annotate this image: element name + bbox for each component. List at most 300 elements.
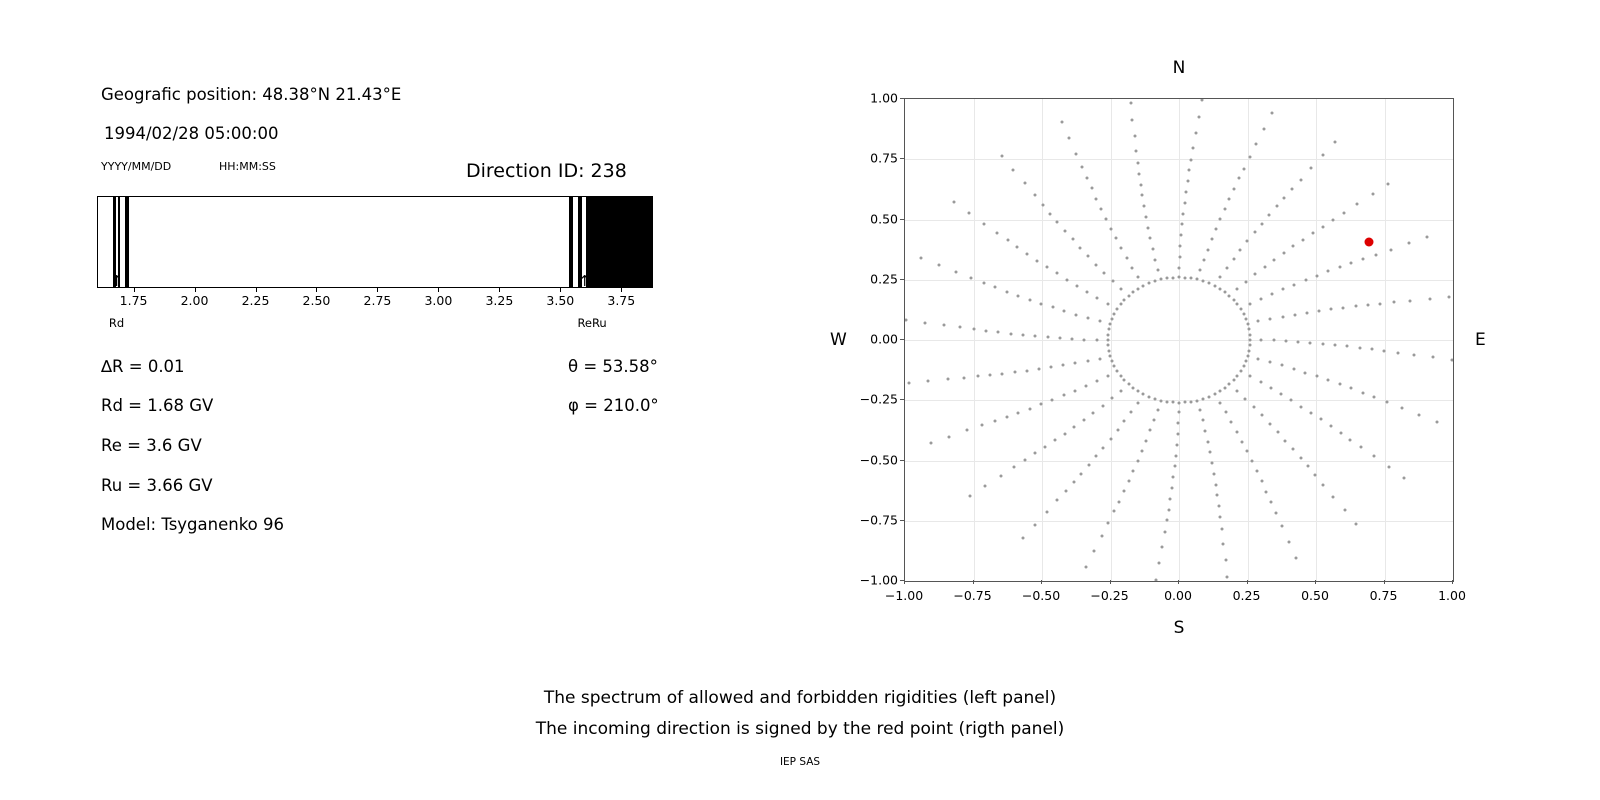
stat-model: Model: Tsyganenko 96	[101, 515, 285, 534]
direction-dot	[1118, 500, 1121, 503]
direction-dot	[1428, 298, 1431, 301]
direction-dot	[1390, 248, 1393, 251]
direction-dot	[1181, 223, 1184, 226]
direction-dot	[1178, 255, 1181, 258]
direction-dot	[965, 429, 968, 432]
direction-dot	[1232, 258, 1235, 261]
direction-dot	[1136, 460, 1139, 463]
stat-re: Re = 3.6 GV	[101, 436, 202, 455]
direction-dot	[970, 276, 973, 279]
direction-dot	[1280, 364, 1283, 367]
direction-dot	[1023, 182, 1026, 185]
direction-dot	[1192, 146, 1195, 149]
direction-dot	[1033, 193, 1036, 196]
direction-dot	[1131, 118, 1134, 121]
direction-dot	[1106, 302, 1109, 305]
direction-dot	[1309, 341, 1312, 344]
direction-dot	[1219, 516, 1222, 519]
direction-dot	[1095, 455, 1098, 458]
direction-dot	[994, 419, 997, 422]
direction-dot	[1165, 519, 1168, 522]
direction-dot	[1206, 440, 1209, 443]
direction-dot	[1236, 390, 1239, 393]
direction-dot	[1251, 460, 1254, 463]
direction-dot	[1248, 333, 1251, 336]
direction-dot	[1244, 360, 1247, 363]
direction-dot	[1307, 465, 1310, 468]
direction-dot	[1167, 508, 1170, 511]
direction-dot	[962, 376, 965, 379]
direction-dot	[1202, 397, 1205, 400]
direction-dot	[1372, 396, 1375, 399]
direction-dot	[1197, 115, 1200, 118]
direction-dot	[1051, 306, 1054, 309]
direction-dot	[1116, 370, 1119, 373]
direction-dot	[1107, 328, 1110, 331]
direction-dot	[1242, 167, 1245, 170]
direction-dot	[1304, 279, 1307, 282]
direction-dot	[1274, 511, 1277, 514]
forbidden-band	[569, 197, 573, 287]
compass-east-label: E	[1475, 330, 1486, 350]
direction-dot	[1139, 183, 1142, 186]
direction-dot	[1252, 406, 1255, 409]
direction-dot	[1092, 411, 1095, 414]
x-tick-label: −0.25	[1090, 588, 1129, 603]
direction-dot	[1171, 276, 1174, 279]
direction-dot	[1107, 521, 1110, 524]
direction-dot	[937, 264, 940, 267]
x-tick	[438, 288, 439, 292]
direction-dot	[1239, 307, 1242, 310]
x-tick-label: 1.00	[1438, 588, 1466, 603]
direction-dot	[1342, 306, 1345, 309]
direction-dot	[1214, 483, 1217, 486]
direction-dot	[1230, 420, 1233, 423]
direction-dot	[1218, 287, 1221, 290]
x-tick-label: 0.00	[1164, 588, 1192, 603]
x-tick-label: −0.75	[953, 588, 992, 603]
direction-dot	[1130, 410, 1133, 413]
direction-dot	[1017, 294, 1020, 297]
direction-dot	[1021, 334, 1024, 337]
direction-dot	[930, 441, 933, 444]
right-panel	[820, 40, 1520, 660]
direction-dot	[1284, 340, 1287, 343]
datetime-label: 1994/02/28 05:00:00	[104, 124, 279, 143]
direction-dot	[1396, 351, 1399, 354]
direction-dot	[1144, 215, 1147, 218]
direction-dot	[1120, 247, 1123, 250]
direction-dot	[1222, 542, 1225, 545]
gridline-horizontal	[905, 280, 1453, 281]
direction-id-label: Direction ID: 238	[466, 160, 627, 182]
direction-dot	[1132, 387, 1135, 390]
direction-dot	[981, 424, 984, 427]
direction-dot	[1217, 505, 1220, 508]
x-tick-label: 3.00	[424, 293, 453, 308]
direction-dot	[1016, 246, 1019, 249]
direction-dot	[1371, 193, 1374, 196]
direction-dot	[1393, 301, 1396, 304]
direction-dot	[1087, 464, 1090, 467]
direction-dot	[1045, 266, 1048, 269]
direction-dot	[1236, 374, 1239, 377]
direction-dot	[1210, 238, 1213, 241]
gridline-horizontal	[905, 159, 1453, 160]
direction-dot	[1119, 390, 1122, 393]
direction-dot	[1095, 380, 1098, 383]
gridline-horizontal	[905, 521, 1453, 522]
direction-dot	[1282, 252, 1285, 255]
direction-dot	[1263, 266, 1266, 269]
direction-dot	[1262, 127, 1265, 130]
direction-dot	[1385, 401, 1388, 404]
y-tick-mark	[900, 399, 904, 400]
marker-label-ru: Ru	[591, 316, 607, 330]
direction-dot	[1086, 360, 1089, 363]
direction-dot	[946, 378, 949, 381]
direction-dot	[1005, 415, 1008, 418]
direction-dot	[1294, 557, 1297, 560]
direction-dot	[1203, 258, 1206, 261]
direction-dot	[1202, 280, 1205, 283]
direction-dot	[1383, 349, 1386, 352]
direction-dot	[1237, 177, 1240, 180]
direction-dot	[1228, 197, 1231, 200]
direction-dot	[1379, 302, 1382, 305]
direction-dot	[1170, 487, 1173, 490]
direction-dot	[1204, 430, 1207, 433]
direction-dot	[1095, 263, 1098, 266]
marker-label-rd: Rd	[108, 316, 125, 330]
direction-dot	[1280, 525, 1283, 528]
direction-dot	[1373, 455, 1376, 458]
x-tick-label: 2.75	[363, 293, 392, 308]
direction-dot	[1282, 288, 1285, 291]
gridline-horizontal	[905, 461, 1453, 462]
direction-dot	[1062, 394, 1065, 397]
direction-dot	[923, 321, 926, 324]
y-tick-label: 0.75	[870, 150, 898, 166]
direction-dot	[1005, 290, 1008, 293]
direction-dot	[1158, 562, 1161, 565]
direction-dot	[1241, 440, 1244, 443]
direction-dot	[1272, 339, 1275, 342]
direction-dot	[1040, 403, 1043, 406]
direction-dot	[1075, 284, 1078, 287]
direction-dot	[1211, 462, 1214, 465]
direction-dot	[1131, 266, 1134, 269]
credit-label: IEP SAS	[779, 756, 821, 768]
x-tick-mark	[973, 580, 974, 584]
direction-dot	[1242, 365, 1245, 368]
marker-arrow-ru: ↑	[593, 272, 606, 290]
direction-dot	[1248, 156, 1251, 159]
direction-dot	[1107, 344, 1110, 347]
direction-dot	[1137, 390, 1140, 393]
direction-dot	[1086, 177, 1089, 180]
direction-dot	[1223, 290, 1226, 293]
direction-dot	[1116, 428, 1119, 431]
direction-dot	[1260, 339, 1263, 342]
direction-dot	[1432, 356, 1435, 359]
direction-dot	[1315, 375, 1318, 378]
direction-dot	[1245, 280, 1248, 283]
direction-dot	[1145, 439, 1148, 442]
direction-dot	[1086, 316, 1089, 319]
direction-dot	[1040, 302, 1043, 305]
y-tick-mark	[900, 279, 904, 280]
direction-dot	[1090, 187, 1093, 190]
direction-dot	[1111, 317, 1114, 320]
direction-dot	[1149, 237, 1152, 240]
time-format-hint: HH:MM:SS	[219, 160, 276, 173]
direction-dot	[1293, 283, 1296, 286]
direction-dot	[1085, 565, 1088, 568]
direction-dot	[1001, 372, 1004, 375]
direction-dot	[1028, 298, 1031, 301]
y-tick-mark	[900, 98, 904, 99]
direction-dot	[1280, 393, 1283, 396]
direction-dot	[1107, 333, 1110, 336]
direction-dot	[1154, 258, 1157, 261]
marker-arrow-re: ↑	[578, 272, 592, 290]
direction-dot	[1257, 357, 1260, 360]
y-tick-label: −0.25	[859, 391, 898, 407]
direction-dot	[1244, 398, 1247, 401]
direction-dot	[1190, 400, 1193, 403]
direction-dot	[1260, 297, 1263, 300]
direction-dot	[972, 328, 975, 331]
direction-dot	[1086, 291, 1089, 294]
direction-dot	[1332, 495, 1335, 498]
direction-dot	[1451, 359, 1454, 362]
direction-dot	[1114, 237, 1117, 240]
direction-dot	[1137, 287, 1140, 290]
direction-dot	[942, 324, 945, 327]
direction-dot	[1327, 270, 1330, 273]
direction-dot	[1183, 201, 1186, 204]
direction-dot	[1343, 509, 1346, 512]
y-tick-label: −0.75	[859, 512, 898, 528]
direction-dot	[1103, 271, 1106, 274]
direction-dot	[1358, 346, 1361, 349]
direction-dot	[1006, 239, 1009, 242]
direction-dot	[1046, 336, 1049, 339]
direction-dot	[1220, 528, 1223, 531]
direction-dot	[1331, 219, 1334, 222]
direction-dot	[1129, 101, 1132, 104]
direction-dot	[1062, 364, 1065, 367]
direction-dot	[1138, 172, 1141, 175]
x-tick-label: 3.25	[485, 293, 514, 308]
direction-dot	[1093, 550, 1096, 553]
y-tick-label: 1.00	[870, 90, 898, 106]
direction-dot	[1071, 337, 1074, 340]
direction-dot	[1136, 401, 1139, 404]
direction-dot	[1413, 353, 1416, 356]
direction-dot	[1056, 221, 1059, 224]
direction-dot	[1073, 425, 1076, 428]
direction-dot	[1025, 369, 1028, 372]
direction-dot	[1196, 399, 1199, 402]
direction-dot	[1269, 386, 1272, 389]
direction-dot	[1159, 278, 1162, 281]
direction-dot	[1056, 499, 1059, 502]
direction-dot	[1079, 246, 1082, 249]
direction-dot	[983, 281, 986, 284]
direction-dot	[927, 379, 930, 382]
direction-dot	[1255, 143, 1258, 146]
stat-phi: φ = 210.0°	[568, 396, 659, 415]
date-format-hint: YYYY/MM/DD	[101, 160, 172, 173]
direction-dot	[1334, 343, 1337, 346]
direction-dot	[1270, 112, 1273, 115]
direction-dot	[1246, 322, 1249, 325]
direction-dot	[1334, 141, 1337, 144]
direction-dot	[1080, 472, 1083, 475]
direction-dot	[976, 375, 979, 378]
direction-dot	[1179, 245, 1182, 248]
direction-dot	[1374, 253, 1377, 256]
direction-dot	[1163, 531, 1166, 534]
caption-line-1: The spectrum of allowed and forbidden rigidities (left panel)	[543, 688, 1057, 708]
gridline-horizontal	[905, 340, 1453, 341]
direction-dot	[1219, 217, 1222, 220]
direction-dot	[959, 326, 962, 329]
direction-dot	[1084, 385, 1087, 388]
direction-dot	[1083, 338, 1086, 341]
marker-arrow-rd: ↑	[110, 272, 123, 290]
x-tick	[560, 288, 561, 292]
direction-dot	[1273, 259, 1276, 262]
direction-dot	[1074, 362, 1077, 365]
direction-dot	[1106, 339, 1109, 342]
direction-dot	[1159, 399, 1162, 402]
direction-dot	[1044, 445, 1047, 448]
direction-dot	[1208, 282, 1211, 285]
direction-dot	[1064, 489, 1067, 492]
geographic-position-label: Geografic position: 48.38°N 21.43°E	[101, 85, 402, 104]
x-tick-label: 0.50	[1301, 588, 1329, 603]
direction-dot	[1174, 454, 1177, 457]
spectrum-x-axis	[97, 272, 655, 340]
direction-dot	[1096, 296, 1099, 299]
direction-dot	[1232, 298, 1235, 301]
direction-dot	[1287, 541, 1290, 544]
direction-dot	[1190, 277, 1193, 280]
direction-dot	[1249, 302, 1252, 305]
direction-dot	[1012, 168, 1015, 171]
direction-dot	[1161, 545, 1164, 548]
stat-rd: Rd = 1.68 GV	[101, 396, 214, 415]
direction-dot	[1283, 196, 1286, 199]
direction-dot	[1447, 296, 1450, 299]
direction-dot	[1213, 393, 1216, 396]
direction-dot	[1184, 401, 1187, 404]
rigidity-spectrum-chart	[97, 196, 653, 288]
direction-dot	[1223, 207, 1226, 210]
direction-dot	[1110, 397, 1113, 400]
direction-dot	[1180, 234, 1183, 237]
direction-dot	[1206, 248, 1209, 251]
direction-dot	[1087, 255, 1090, 258]
direction-dot	[1275, 205, 1278, 208]
x-tick-label: 0.25	[1232, 588, 1261, 603]
direction-dot	[1099, 207, 1102, 210]
direction-dot	[1299, 178, 1302, 181]
direction-dot	[1063, 229, 1066, 232]
direction-dot	[1290, 399, 1293, 402]
direction-dot	[1156, 269, 1159, 272]
direction-dot	[1292, 448, 1295, 451]
direction-dot	[1101, 404, 1104, 407]
direction-dot	[1232, 379, 1235, 382]
direction-dot	[1013, 466, 1016, 469]
direction-dot	[1063, 310, 1066, 313]
direction-dot	[1109, 322, 1112, 325]
direction-dot	[1095, 339, 1098, 342]
direction-dot	[1236, 287, 1239, 290]
direction-dot	[1265, 490, 1268, 493]
x-tick-mark	[1315, 580, 1316, 584]
direction-dot	[1224, 559, 1227, 562]
x-tick-mark	[1384, 580, 1385, 584]
direction-dot	[1292, 367, 1295, 370]
direction-dot	[1356, 203, 1359, 206]
direction-dot	[1360, 446, 1363, 449]
direction-dot	[1123, 379, 1126, 382]
direction-dot	[1246, 240, 1249, 243]
direction-dot	[1119, 287, 1122, 290]
direction-dot	[1106, 375, 1109, 378]
direction-dot	[1219, 401, 1222, 404]
direction-dot	[1349, 438, 1352, 441]
direction-dot	[1081, 166, 1084, 169]
direction-dot	[1293, 313, 1296, 316]
direction-dot	[1310, 411, 1313, 414]
direction-dot	[1116, 307, 1119, 310]
direction-dot	[1122, 490, 1125, 493]
direction-dot	[1143, 205, 1146, 208]
y-tick-label: −1.00	[859, 572, 898, 588]
direction-dot	[1249, 339, 1252, 342]
direction-dot	[1123, 419, 1126, 422]
direction-dot	[1228, 383, 1231, 386]
x-tick-label: 3.75	[607, 293, 636, 308]
direction-dot	[1215, 228, 1218, 231]
direction-dot	[1147, 395, 1150, 398]
direction-dot	[967, 212, 970, 215]
x-tick	[621, 288, 622, 292]
direction-dot	[1178, 276, 1181, 279]
direction-dot	[1152, 419, 1155, 422]
direction-dot	[1321, 342, 1324, 345]
direction-dot	[1400, 406, 1403, 409]
direction-dot	[1235, 430, 1238, 433]
direction-dot	[1388, 465, 1391, 468]
direction-dot	[1402, 476, 1405, 479]
direction-dot	[1256, 470, 1259, 473]
x-tick-label: 3.50	[546, 293, 575, 308]
direction-dot	[995, 231, 998, 234]
direction-dot	[1320, 418, 1323, 421]
direction-dot	[1367, 303, 1370, 306]
x-tick	[499, 288, 500, 292]
x-tick-mark	[1178, 580, 1179, 584]
direction-dot	[984, 484, 987, 487]
